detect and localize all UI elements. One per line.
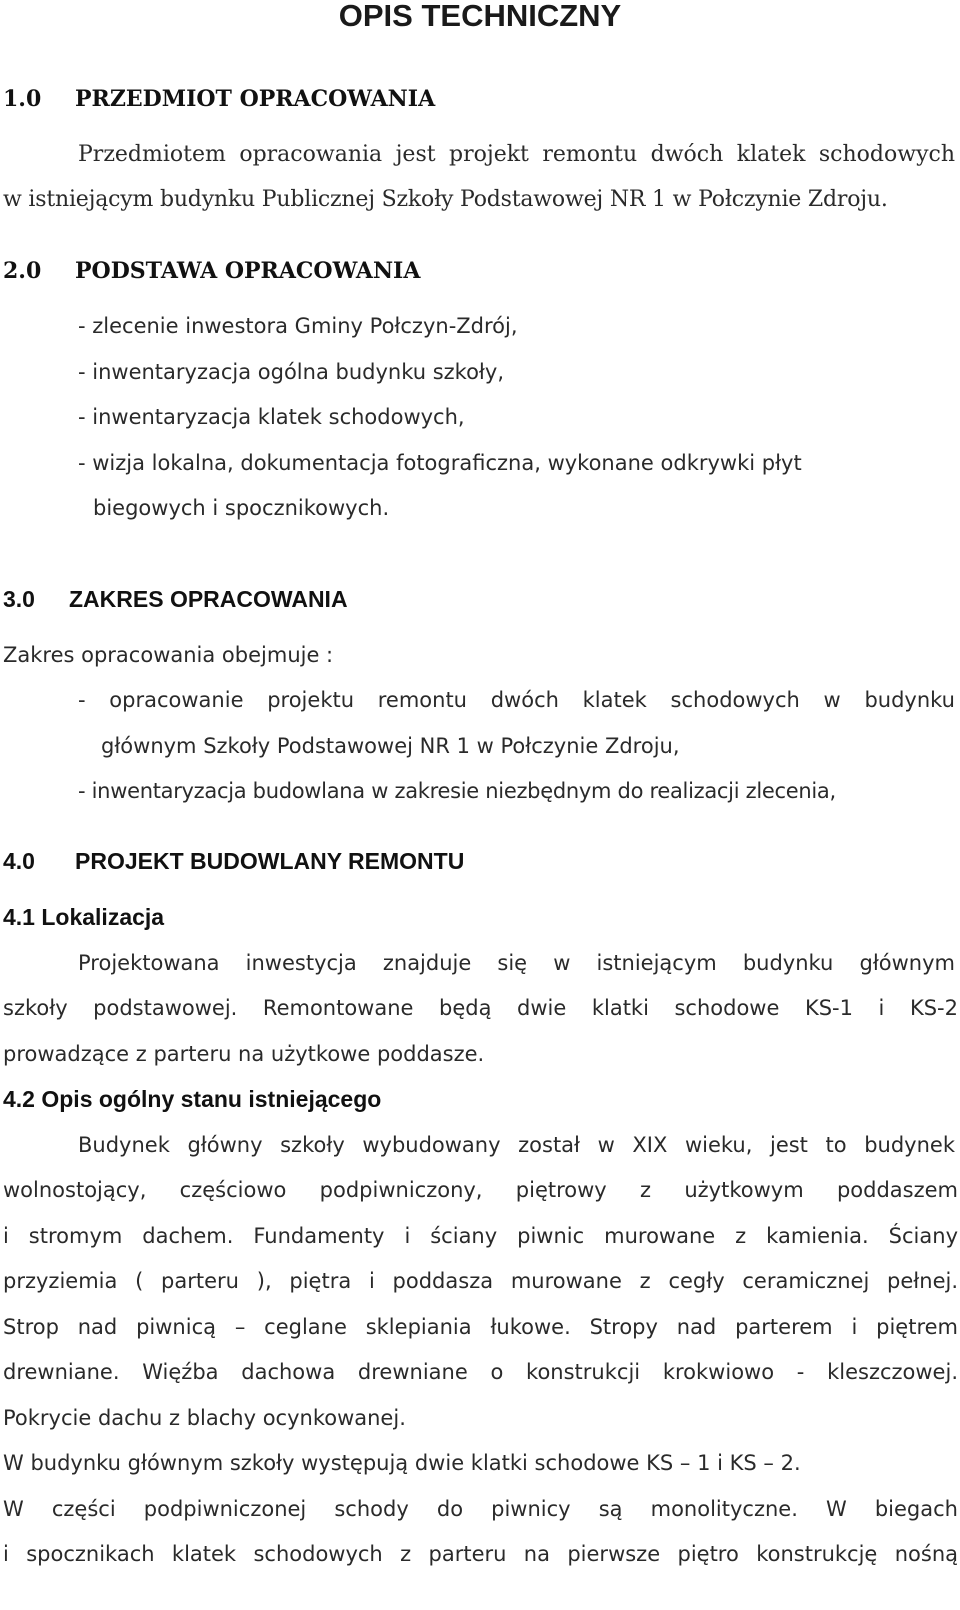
section-4-heading: [3, 846, 464, 876]
section-3-item-continuation: głównym Szkoły Podstawowej NR 1 w Połczynie Zdroju,: [101, 734, 680, 758]
section-3-intro: Zakres opracowania obejmuje :: [3, 643, 334, 667]
section-1-line: w istniejącym budynku Publicznej Szkoły Podstawowej NR 1 w Połczynie Zdroju.: [3, 187, 888, 212]
section-3-heading: [3, 584, 348, 614]
section-3-title: ZAKRES OPRACOWANIA: [69, 586, 348, 612]
section-3-number: 3.0: [3, 586, 35, 612]
section-2-item: - inwentaryzacja ogólna budynku szkoły,: [78, 360, 504, 384]
section-2-heading: [3, 256, 420, 286]
section-4-2-line: drewniane. Więźba dachowa drewniane o konstrukcji krokwiowo - kleszczowej.: [3, 1360, 958, 1384]
section-4-2-line: i spocznikach klatek schodowych z parteru na pierwsze piętro konstrukcję nośną: [3, 1542, 958, 1566]
section-4-1-line: prowadzące z parteru na użytkowe poddasze.: [3, 1042, 485, 1066]
section-4-2-line: przyziemia ( parteru ), piętra i poddasza murowane z cegły ceramicznej pełnej.: [3, 1269, 958, 1293]
section-1-line: Przedmiotem opracowania jest projekt remontu dwóch klatek schodowych: [78, 142, 955, 167]
section-2-item-continuation: biegowych i spocznikowych.: [93, 496, 390, 520]
section-3-item: - opracowanie projektu remontu dwóch klatek schodowych w budynku: [78, 688, 955, 712]
document-title: OPIS TECHNICZNY: [338, 0, 622, 33]
section-4-2-line: wolnostojący, częściowo podpiwniczony, piętrowy z użytkowym poddaszem: [3, 1178, 958, 1202]
section-4-1-line: Projektowana inwestycja znajduje się w istniejącym budynku głównym: [78, 951, 955, 975]
section-4-title: PROJEKT BUDOWLANY REMONTU: [75, 848, 465, 874]
section-4-2-heading: 4.2 Opis ogólny stanu istniejącego: [3, 1086, 382, 1112]
section-2-title: PODSTAWA OPRACOWANIA: [75, 258, 421, 284]
section-4-1-heading: 4.1 Lokalizacja: [3, 904, 165, 930]
section-1-number: 1.0: [3, 86, 42, 112]
section-4-2-line: Pokrycie dachu z blachy ocynkowanej.: [3, 1406, 406, 1430]
section-4-1-line: szkoły podstawowej. Remontowane będą dwie klatki schodowe KS-1 i KS-2: [3, 996, 958, 1020]
section-2-item: - wizja lokalna, dokumentacja fotograficzna, wykonane odkrywki płyt: [78, 451, 802, 475]
section-2-number: 2.0: [3, 258, 42, 284]
section-3-item: - inwentaryzacja budowlana w zakresie niezbędnym do realizacji zlecenia,: [78, 779, 836, 803]
section-4-2-line: Strop nad piwnicą – ceglane sklepiania łukowe. Stropy nad parterem i piętrem: [3, 1315, 958, 1339]
section-1-title: PRZEDMIOT OPRACOWANIA: [75, 86, 436, 112]
section-4-2-line: Budynek główny szkoły wybudowany został w XIX wieku, jest to budynek: [78, 1133, 955, 1157]
section-4-2-line: W budynku głównym szkoły występują dwie klatki schodowe KS – 1 i KS – 2.: [3, 1451, 801, 1475]
section-4-2-line: W części podpiwniczonej schody do piwnicy są monolityczne. W biegach: [3, 1497, 958, 1521]
section-2-item: - inwentaryzacja klatek schodowych,: [78, 405, 465, 429]
section-1-heading: [3, 84, 435, 114]
section-4-2-line: i stromym dachem. Fundamenty i ściany piwnic murowane z kamienia. Ściany: [3, 1224, 958, 1248]
section-4-number: 4.0: [3, 848, 35, 874]
section-2-item: - zlecenie inwestora Gminy Połczyn-Zdrój,: [78, 314, 518, 338]
